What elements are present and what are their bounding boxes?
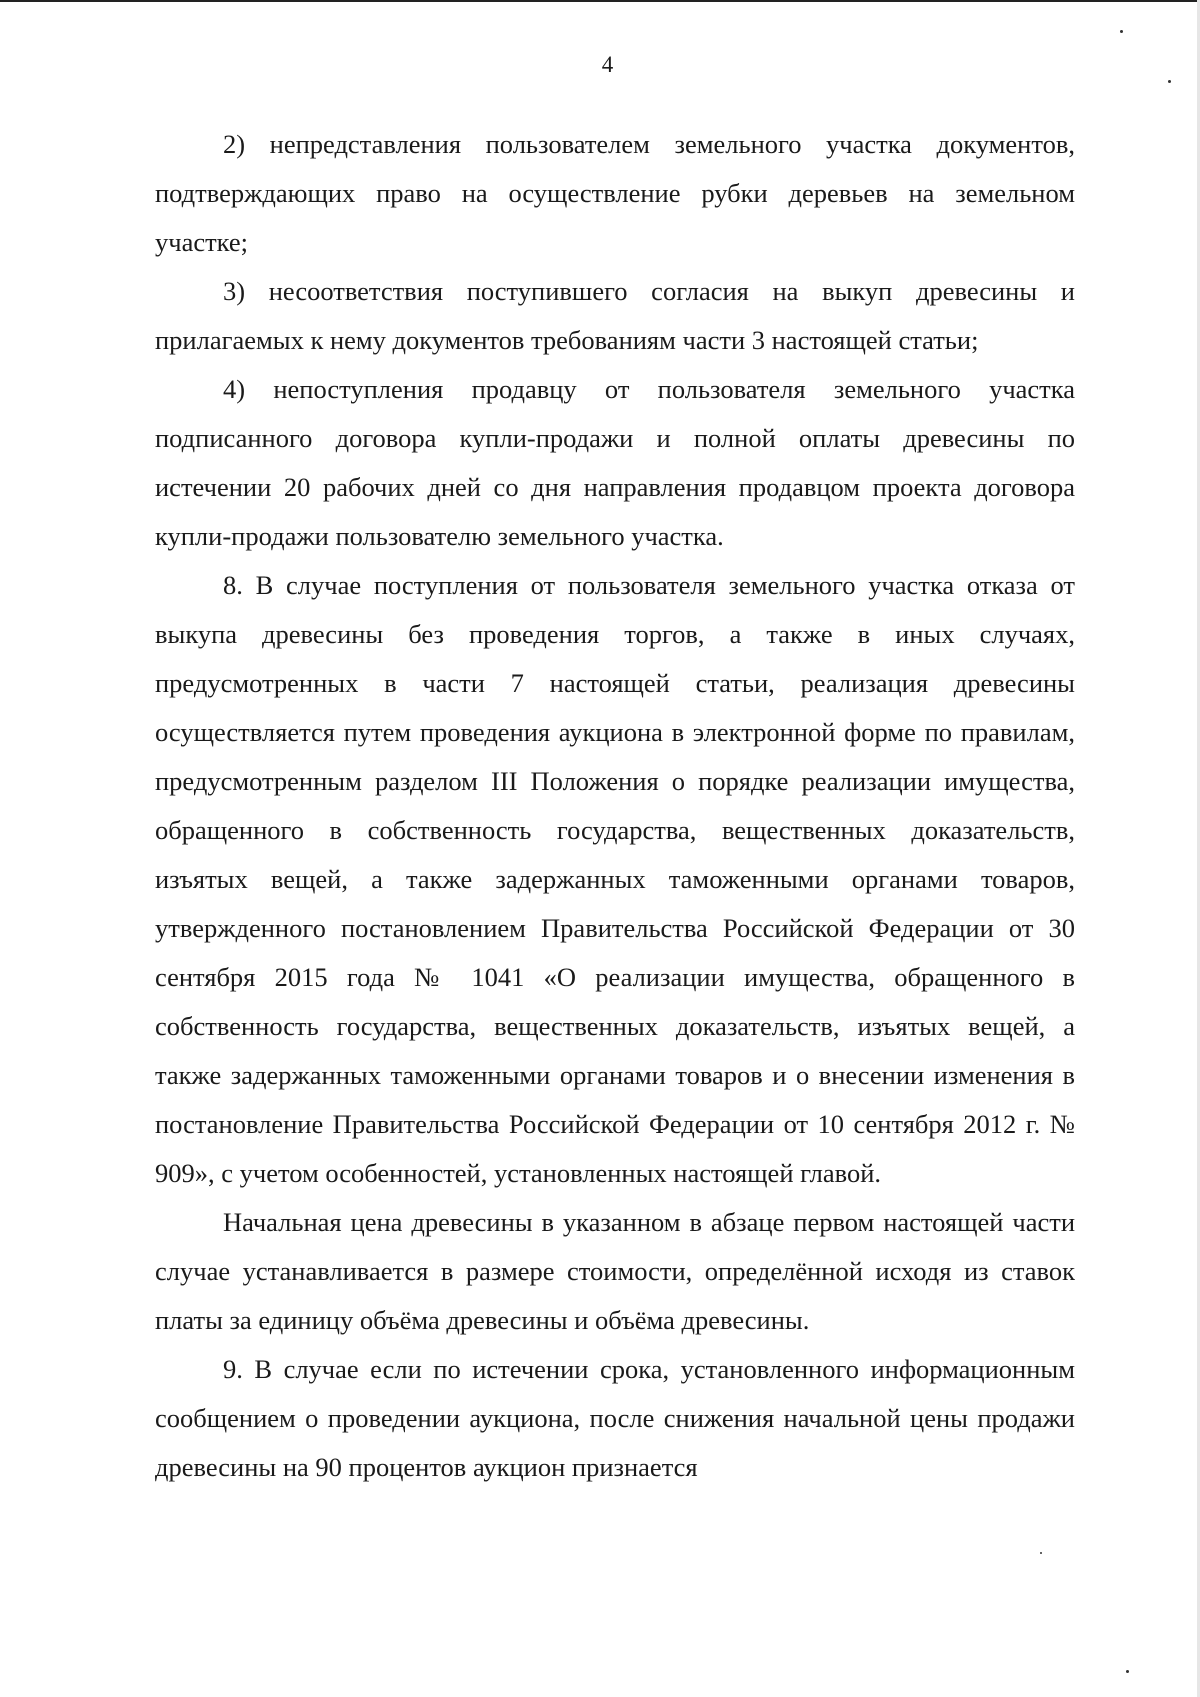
paragraph-part-9: 9. В случае если по истечении срока, установленного информационным сообщением о проведении аукциона, после снижения начальной цены продажи древесины на 90 процентов аукцион признается xyxy=(155,1354,1075,1482)
scan-speck xyxy=(1040,1552,1042,1554)
scan-speck xyxy=(1168,80,1171,83)
scan-speck xyxy=(1126,1670,1129,1673)
body-text xyxy=(155,120,1075,1492)
paragraph-item-4: 4) непоступления продавцу от пользователя земельного участка подписанного договора купли-продажи и полной оплаты древесины по истечении 20 рабочих дней со дня направления продавцом проекта договора купли-продажи пользователю земельного участка. xyxy=(155,374,1075,551)
scan-top-edge xyxy=(0,0,1200,2)
page-number: 4 xyxy=(601,52,614,77)
scan-speck xyxy=(1120,30,1123,33)
paragraph-item-2: 2) непредставления пользователем земельного участка документов, подтверждающих право на осуществление рубки деревьев на земельном участке; xyxy=(155,129,1075,257)
paragraph-part-8: 8. В случае поступления от пользователя земельного участка отказа от выкупа древесины без проведения торгов, а также в иных случаях, предусмотренных в части 7 настоящей статьи, реализация древесины осуществляется путем проведения аукциона в электронной форме по правилам, предусмотренным разделом III Положения о порядке реализации имущества, обращенного в собственность государства, вещественных доказательств, изъятых вещей, а также задержанных таможенными органами товаров, утвержденного постановлением Правительства Российской Федерации от 30 сентября 2015 года № 1041 «О реализации имущества, обращенного в собственность государства, вещественных доказательств, изъятых вещей, а также задержанных таможенными органами товаров и о внесении изменения в постановление Правительства Российской Федерации от 10 сентября 2012 г. № 909», с учетом особенностей, установленных настоящей главой. xyxy=(155,570,1075,1188)
paragraph-initial-price: Начальная цена древесины в указанном в абзаце первом настоящей части случае устанавливается в размере стоимости, определённой исходя из ставок платы за единицу объёма древесины и объёма древесины. xyxy=(155,1207,1075,1335)
paragraph-item-3: 3) несоответствия поступившего согласия на выкуп древесины и прилагаемых к нему документов требованиям части 3 настоящей статьи; xyxy=(155,276,1075,355)
